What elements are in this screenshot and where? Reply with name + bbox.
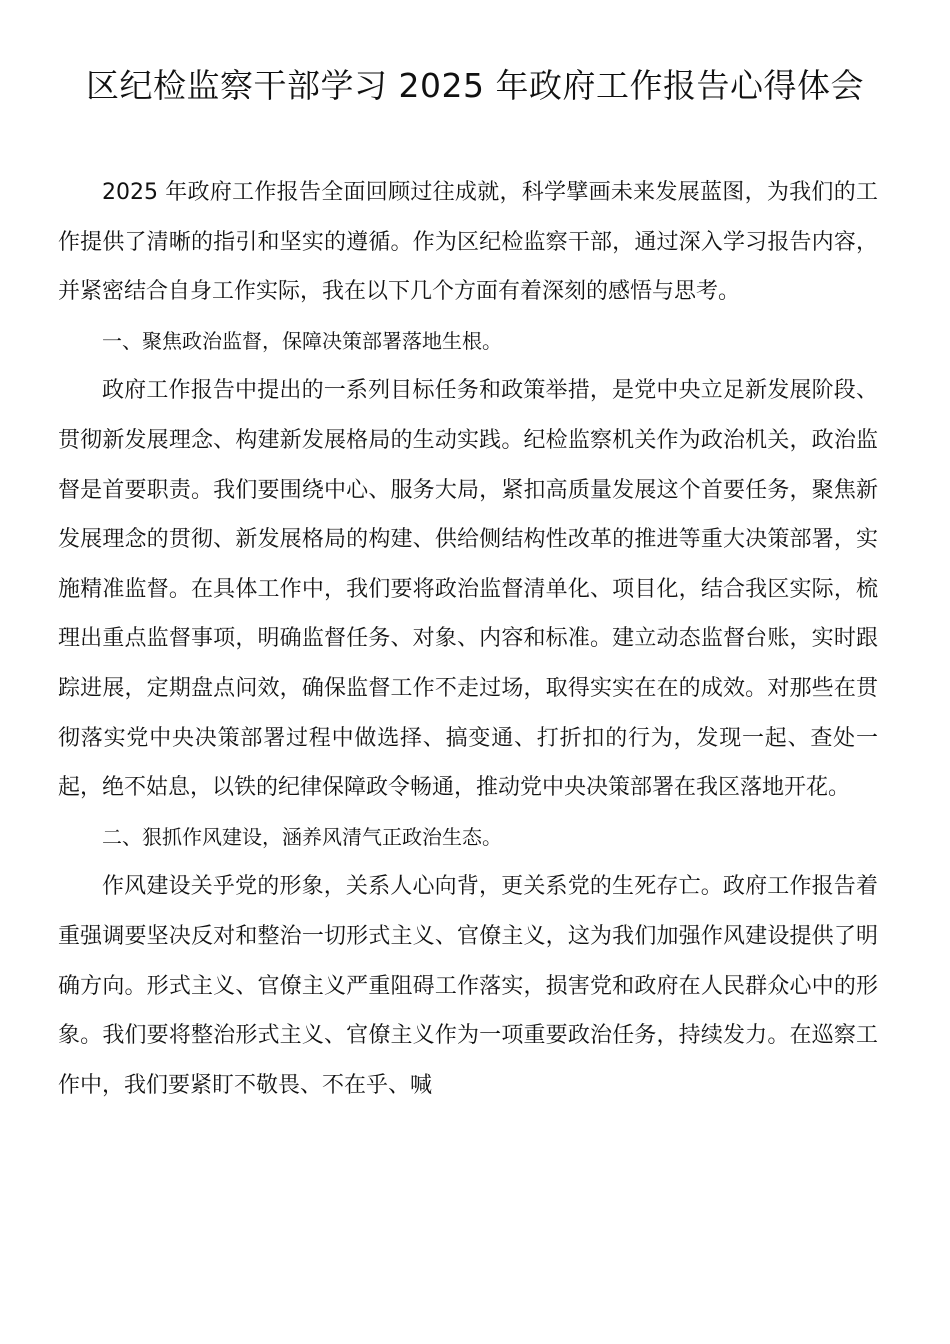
section-heading-1: 一、聚焦政治监督，保障决策部署落地生根。 [102,328,502,353]
intro-paragraph: 2025 年政府工作报告全面回顾过往成就，科学擘画未来发展蓝图，为我们的工作提供了清晰的指引和坚实的遵循。作为区纪检监察干部，通过深入学习报告内容，并紧密结合自身工作实际，我在以下几个方面有着深刻的感悟与思考。 [58,180,878,305]
section-1-paragraph: 政府工作报告中提出的一系列目标任务和政策举措，是党中央立足新发展阶段、贯彻新发展理念、构建新发展格局的生动实践。纪检监察机关作为政治机关，政治监督是首要职责。我们要围绕中心、服务大局，紧扣高质量发展这个首要任务，聚焦新发展理念的贯彻、新发展格局的构建、供给侧结构性改革的推进等重大决策部署，实施精准监督。在具体工作中，我们要将政治监督清单化、项目化，结合我区实际，梳理出重点监督事项，明确监督任务、对象、内容和标准。建立动态监督台账，实时跟踪进展，定期盘点问效，确保监督工作不走过场，取得实实在在的成效。对那些在贯彻落实党中央决策部署过程中做选择、搞变通、打折扣的行为，发现一起、查处一起，绝不姑息，以铁的纪律保障政令畅通，推动党中央决策部署在我区落地开花。 [58,378,878,801]
section-heading-2: 二、狠抓作风建设，涵养风清气正政治生态。 [102,824,502,849]
document-body [58,168,878,1110]
document-title: 区纪检监察干部学习 2025 年政府工作报告心得体会 [86,66,864,105]
section-2-paragraph: 作风建设关乎党的形象，关系人心向背，更关系党的生死存亡。政府工作报告着重强调要坚决反对和整治一切形式主义、官僚主义，这为我们加强作风建设提供了明确方向。形式主义、官僚主义严重阻碍工作落实，损害党和政府在人民群众心中的形象。我们要将整治形式主义、官僚主义作为一项重要政治任务，持续发力。在巡察工作中，我们要紧盯不敬畏、不在乎、喊 [58,874,878,1098]
